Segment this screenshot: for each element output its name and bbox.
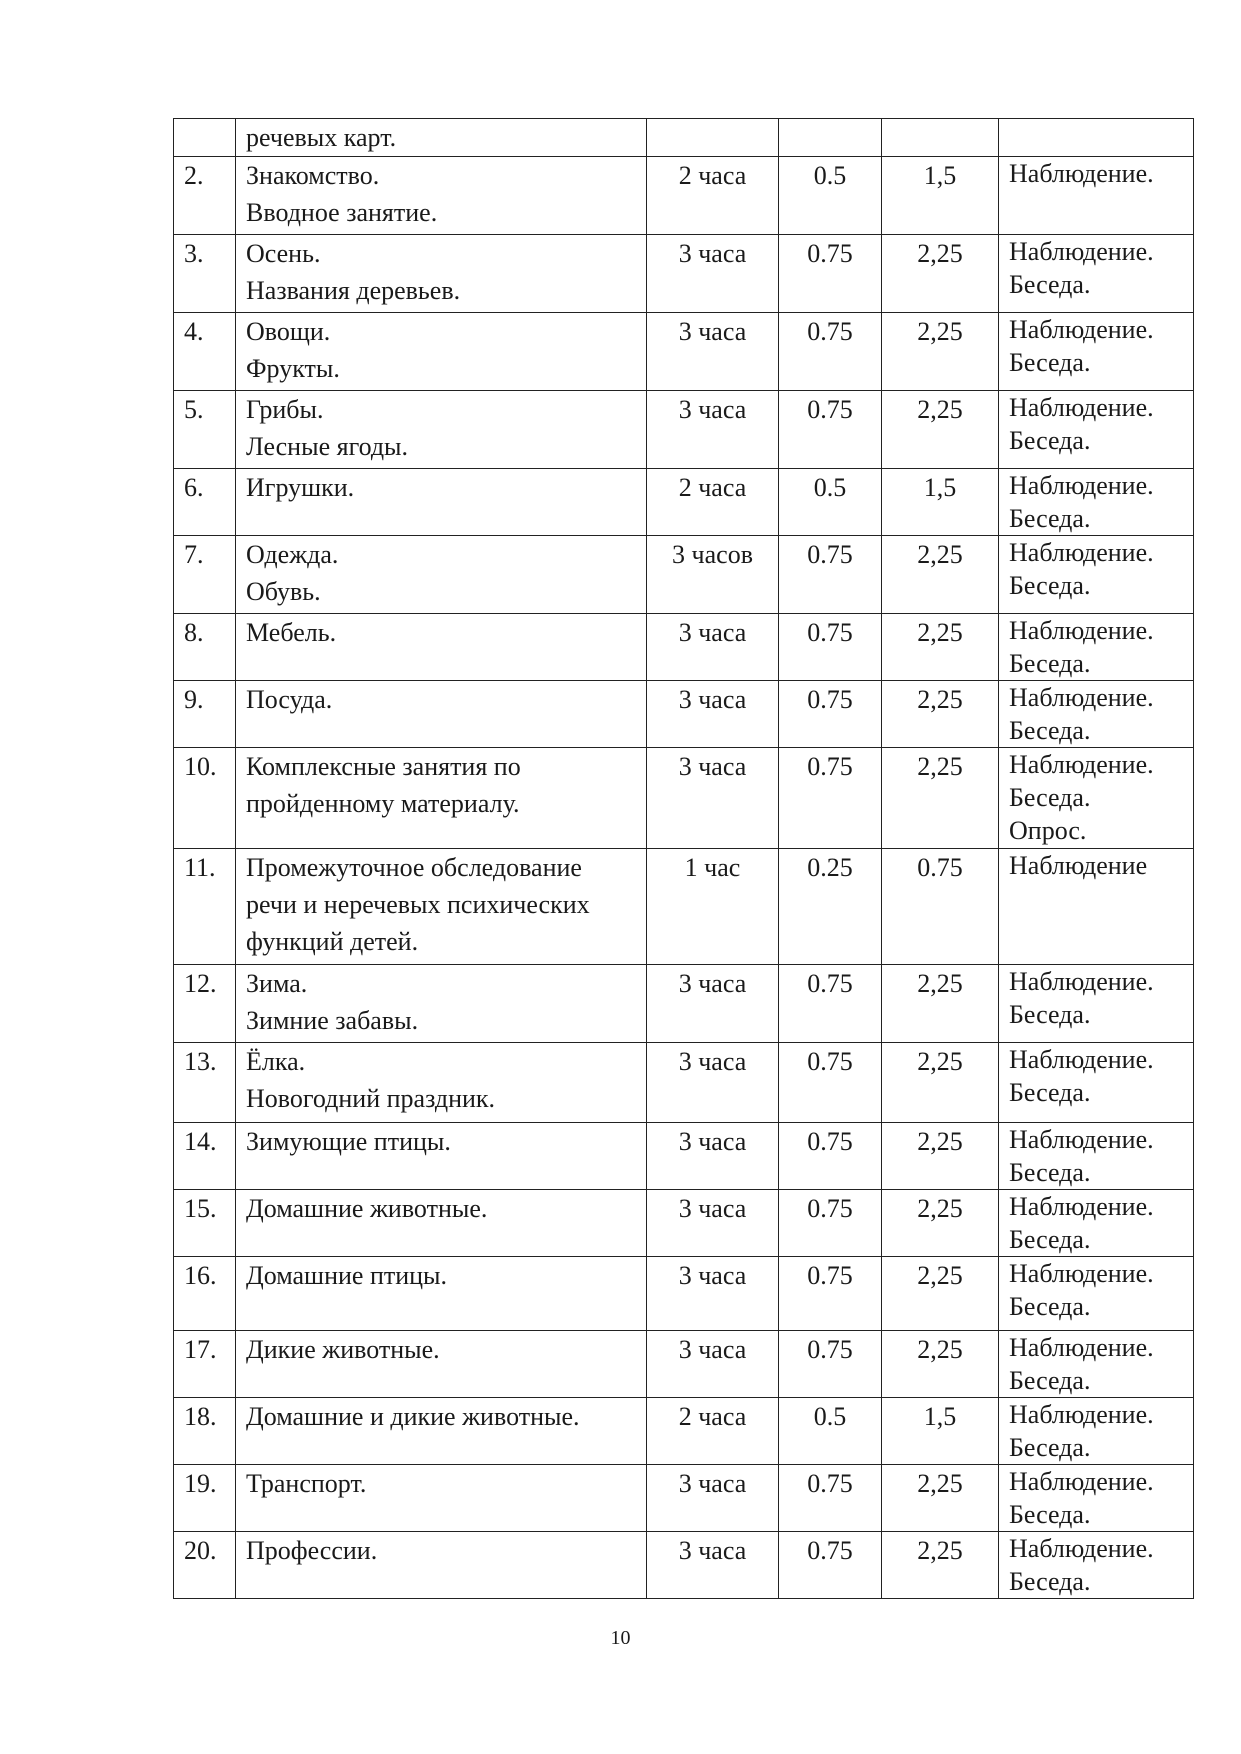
hours-cell: 2 часа [647, 157, 779, 235]
practice-cell: 1,5 [882, 469, 999, 536]
cell-line: Наблюдение. [1009, 471, 1154, 500]
topic-cell [236, 536, 647, 614]
practice-cell: 1,5 [882, 1398, 999, 1465]
control-form-cell [999, 965, 1194, 1043]
hours-cell: 3 часа [647, 614, 779, 681]
practice-cell: 2,25 [882, 1190, 999, 1257]
hours-cell: 3 часа [647, 1532, 779, 1599]
cell-line: Транспорт. [246, 1469, 367, 1498]
control-form-cell [999, 536, 1194, 614]
cell-line: Наблюдение. [1009, 159, 1154, 188]
cell-line: Промежуточное обследование [246, 853, 582, 882]
practice-cell: 2,25 [882, 1043, 999, 1123]
topic-cell [236, 235, 647, 313]
hours-cell: 3 часа [647, 1043, 779, 1123]
theory-cell: 0.75 [779, 681, 882, 748]
hours-cell: 3 часов [647, 536, 779, 614]
cell-line: Беседа. [1009, 1292, 1091, 1321]
table-row [174, 748, 1194, 849]
cell-line: Наблюдение. [1009, 1467, 1154, 1496]
hours-cell: 3 часа [647, 1123, 779, 1190]
cell-line: Мебель. [246, 618, 337, 647]
row-number-cell: 6. [174, 469, 236, 536]
cell-line: Вводное занятие. [246, 198, 438, 227]
control-form-cell [999, 1190, 1194, 1257]
topic-cell [236, 1123, 647, 1190]
table-row [174, 235, 1194, 313]
cell-line: Наблюдение. [1009, 315, 1154, 344]
table-row [174, 391, 1194, 469]
theory-cell [779, 119, 882, 157]
row-number-cell: 16. [174, 1257, 236, 1331]
cell-line: Наблюдение [1009, 851, 1148, 880]
cell-line: Грибы. [246, 395, 324, 424]
row-number-cell: 17. [174, 1331, 236, 1398]
cell-line: Игрушки. [246, 473, 355, 502]
practice-cell: 2,25 [882, 1465, 999, 1532]
table-row [174, 681, 1194, 748]
topic-cell [236, 1398, 647, 1465]
control-form-cell [999, 1331, 1194, 1398]
table-row [174, 1257, 1194, 1331]
row-number-cell: 7. [174, 536, 236, 614]
cell-line: Наблюдение. [1009, 393, 1154, 422]
control-form-cell [999, 313, 1194, 391]
theory-cell: 0.75 [779, 235, 882, 313]
topic-cell [236, 1257, 647, 1331]
practice-cell [882, 119, 999, 157]
row-number-cell: 11. [174, 849, 236, 965]
cell-line: Домашние животные. [246, 1194, 488, 1223]
hours-cell: 3 часа [647, 1190, 779, 1257]
row-number-cell: 12. [174, 965, 236, 1043]
cell-line: Наблюдение. [1009, 1333, 1154, 1362]
theory-cell: 0.75 [779, 313, 882, 391]
row-number-cell: 5. [174, 391, 236, 469]
cell-line: речевых карт. [246, 123, 397, 152]
cell-line: Беседа. [1009, 270, 1091, 299]
practice-cell: 0.75 [882, 849, 999, 965]
cell-line: Наблюдение. [1009, 1400, 1154, 1429]
control-form-cell [999, 614, 1194, 681]
row-number-cell: 13. [174, 1043, 236, 1123]
cell-line: Беседа. [1009, 1567, 1091, 1596]
table-row [174, 1398, 1194, 1465]
practice-cell: 2,25 [882, 235, 999, 313]
cell-line: речи и неречевых психических [246, 890, 590, 919]
cell-line: Наблюдение. [1009, 967, 1154, 996]
control-form-cell [999, 849, 1194, 965]
hours-cell: 1 час [647, 849, 779, 965]
row-number-cell: 8. [174, 614, 236, 681]
topic-cell [236, 391, 647, 469]
practice-cell: 2,25 [882, 965, 999, 1043]
topic-cell [236, 157, 647, 235]
control-form-cell [999, 119, 1194, 157]
table-row [174, 849, 1194, 965]
cell-line: Беседа. [1009, 1500, 1091, 1529]
cell-line: Овощи. [246, 317, 331, 346]
cell-line: Опрос. [1009, 816, 1087, 845]
cell-line: Беседа. [1009, 649, 1091, 678]
hours-cell: 3 часа [647, 965, 779, 1043]
cell-line: Наблюдение. [1009, 538, 1154, 567]
control-form-cell [999, 1465, 1194, 1532]
row-number-cell [174, 119, 236, 157]
row-number-cell: 9. [174, 681, 236, 748]
hours-cell [647, 119, 779, 157]
theory-cell: 0.75 [779, 1257, 882, 1331]
practice-cell: 2,25 [882, 681, 999, 748]
row-number-cell: 14. [174, 1123, 236, 1190]
control-form-cell [999, 235, 1194, 313]
hours-cell: 3 часа [647, 1331, 779, 1398]
practice-cell: 2,25 [882, 1257, 999, 1331]
hours-cell: 3 часа [647, 681, 779, 748]
cell-line: Беседа. [1009, 426, 1091, 455]
row-number-cell: 4. [174, 313, 236, 391]
cell-line: Фрукты. [246, 354, 340, 383]
hours-cell: 3 часа [647, 391, 779, 469]
cell-line: Названия деревьев. [246, 276, 461, 305]
practice-cell: 2,25 [882, 536, 999, 614]
cell-line: Посуда. [246, 685, 333, 714]
cell-line: Домашние и дикие животные. [246, 1402, 580, 1431]
table-row [174, 614, 1194, 681]
theory-cell: 0.5 [779, 157, 882, 235]
theory-cell: 0.75 [779, 614, 882, 681]
cell-line: Знакомство. [246, 161, 380, 190]
topic-cell [236, 1465, 647, 1532]
cell-line: Лесные ягоды. [246, 432, 409, 461]
table-row [174, 157, 1194, 235]
cell-line: Беседа. [1009, 1366, 1091, 1395]
cell-line: пройденному материалу. [246, 789, 520, 818]
practice-cell: 2,25 [882, 1331, 999, 1398]
practice-cell: 1,5 [882, 157, 999, 235]
theory-cell: 0.75 [779, 536, 882, 614]
topic-cell [236, 748, 647, 849]
control-form-cell [999, 157, 1194, 235]
cell-line: Беседа. [1009, 1078, 1091, 1107]
control-form-cell [999, 1398, 1194, 1465]
cell-line: Зимние забавы. [246, 1006, 419, 1035]
control-form-cell [999, 1043, 1194, 1123]
topic-cell [236, 614, 647, 681]
cell-line: Беседа. [1009, 571, 1091, 600]
cell-line: Беседа. [1009, 716, 1091, 745]
cell-line: Наблюдение. [1009, 750, 1154, 779]
cell-line: Беседа. [1009, 1225, 1091, 1254]
hours-cell: 2 часа [647, 1398, 779, 1465]
hours-cell: 3 часа [647, 1257, 779, 1331]
topic-cell [236, 1331, 647, 1398]
table-row [174, 1465, 1194, 1532]
cell-line: Наблюдение. [1009, 1259, 1154, 1288]
topic-cell [236, 1532, 647, 1599]
theory-cell: 0.75 [779, 1331, 882, 1398]
theory-cell: 0.75 [779, 1465, 882, 1532]
cell-line: Зимующие птицы. [246, 1127, 451, 1156]
cell-line: Наблюдение. [1009, 683, 1154, 712]
table-row [174, 536, 1194, 614]
theory-cell: 0.75 [779, 965, 882, 1043]
topic-cell [236, 849, 647, 965]
hours-cell: 3 часа [647, 313, 779, 391]
cell-line: Ёлка. [246, 1047, 306, 1076]
theory-cell: 0.75 [779, 748, 882, 849]
practice-cell: 2,25 [882, 748, 999, 849]
row-number-cell: 3. [174, 235, 236, 313]
theory-cell: 0.75 [779, 1123, 882, 1190]
practice-cell: 2,25 [882, 1123, 999, 1190]
cell-line: Беседа. [1009, 1000, 1091, 1029]
theory-cell: 0.75 [779, 391, 882, 469]
table-row [174, 1331, 1194, 1398]
row-number-cell: 15. [174, 1190, 236, 1257]
cell-line: Наблюдение. [1009, 1534, 1154, 1563]
cell-line: Наблюдение. [1009, 1125, 1154, 1154]
topic-cell [236, 119, 647, 157]
theory-cell: 0.5 [779, 1398, 882, 1465]
cell-line: Зима. [246, 969, 308, 998]
topic-cell [236, 313, 647, 391]
table-row [174, 1043, 1194, 1123]
cell-line: Беседа. [1009, 1433, 1091, 1462]
cell-line: Домашние птицы. [246, 1261, 448, 1290]
control-form-cell [999, 1532, 1194, 1599]
control-form-cell [999, 1257, 1194, 1331]
control-form-cell [999, 681, 1194, 748]
row-number-cell: 18. [174, 1398, 236, 1465]
table-row [174, 1123, 1194, 1190]
row-number-cell: 19. [174, 1465, 236, 1532]
control-form-cell [999, 748, 1194, 849]
control-form-cell [999, 1123, 1194, 1190]
table-row [174, 1190, 1194, 1257]
page-number: 10 [610, 1627, 631, 1649]
theory-cell: 0.75 [779, 1190, 882, 1257]
cell-line: Новогодний праздник. [246, 1084, 496, 1113]
practice-cell: 2,25 [882, 1532, 999, 1599]
table-row [174, 965, 1194, 1043]
table-row [174, 1532, 1194, 1599]
topic-cell [236, 1190, 647, 1257]
cell-line: Одежда. [246, 540, 339, 569]
control-form-cell [999, 391, 1194, 469]
table-row [174, 469, 1194, 536]
cell-line: Осень. [246, 239, 321, 268]
row-number-cell: 2. [174, 157, 236, 235]
cell-line: Обувь. [246, 577, 321, 606]
hours-cell: 3 часа [647, 1465, 779, 1532]
practice-cell: 2,25 [882, 614, 999, 681]
row-number-cell: 10. [174, 748, 236, 849]
cell-line: Беседа. [1009, 783, 1091, 812]
cell-line: Наблюдение. [1009, 1045, 1154, 1074]
cell-line: функций детей. [246, 927, 419, 956]
hours-cell: 3 часа [647, 748, 779, 849]
cell-line: Наблюдение. [1009, 1192, 1154, 1221]
hours-cell: 3 часа [647, 235, 779, 313]
curriculum-table [173, 118, 1194, 1599]
table-row [174, 119, 1194, 157]
theory-cell: 0.75 [779, 1532, 882, 1599]
theory-cell: 0.75 [779, 1043, 882, 1123]
cell-line: Беседа. [1009, 504, 1091, 533]
table-row [174, 313, 1194, 391]
cell-line: Наблюдение. [1009, 616, 1154, 645]
topic-cell [236, 965, 647, 1043]
cell-line: Профессии. [246, 1536, 378, 1565]
theory-cell: 0.25 [779, 849, 882, 965]
topic-cell [236, 1043, 647, 1123]
cell-line: Наблюдение. [1009, 237, 1154, 266]
practice-cell: 2,25 [882, 313, 999, 391]
topic-cell [236, 469, 647, 536]
cell-line: Беседа. [1009, 348, 1091, 377]
practice-cell: 2,25 [882, 391, 999, 469]
cell-line: Дикие животные. [246, 1335, 440, 1364]
control-form-cell [999, 469, 1194, 536]
topic-cell [236, 681, 647, 748]
theory-cell: 0.5 [779, 469, 882, 536]
cell-line: Комплексные занятия по [246, 752, 521, 781]
row-number-cell: 20. [174, 1532, 236, 1599]
hours-cell: 2 часа [647, 469, 779, 536]
cell-line: Беседа. [1009, 1158, 1091, 1187]
